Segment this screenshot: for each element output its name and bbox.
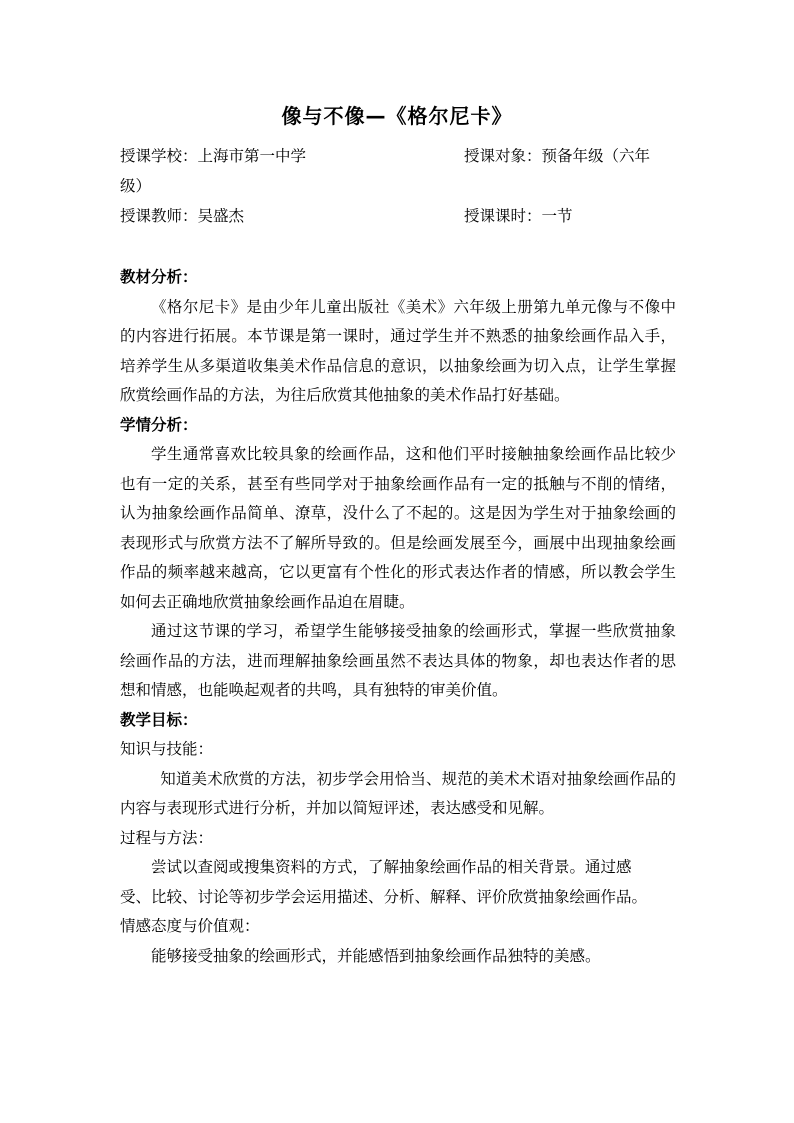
audience-info-continued: 级）	[120, 177, 152, 195]
document-title: 像与不像—《格尔尼卡》	[281, 104, 513, 128]
process-paragraph-line2: 受、比较、讨论等初步学会运用描述、分析、解释、评价欣赏抽象绘画作品。	[120, 887, 648, 906]
students-paragraph-1: 学生通常喜欢比较具象的绘画作品，这和他们平时接触抽象绘画作品比较少也有一定的关系，甚至有些同学对于抽象绘画作品有一定的抵触与不削的情绪，认为抽象绘画作品简单、潦草，没什么了不起的。这是因为学生对于抽象绘画的表现形式与欣赏方法不了解所导致的。但是绘画发展至今，画展中出现抽象绘画作品的频率越来越高，它以更富有个性化的形式表达作者的情感，所以教会学生如何去正确地欣赏抽象绘画作品迫在眉睫。	[120, 445, 676, 611]
emotion-heading: 情感态度与价值观：	[120, 917, 260, 935]
process-paragraph-line1: 尝试以查阅或搜集资料的方式，了解抽象绘画作品的相关背景。通过感	[151, 858, 632, 876]
emotion-paragraph: 能够接受抽象的绘画形式，并能感悟到抽象绘画作品独特的美感。	[151, 946, 601, 965]
material-paragraph: 《格尔尼卡》是由少年儿童出版社《美术》六年级上册第九单元像与不像中的内容进行拓展。本节课是第一课时，通过学生并不熟悉的抽象绘画作品入手，培养学生从多渠道收集美术作品信息的意识，以抽象绘画为切入点，让学生掌握欣赏绘画作品的方法，为往后欣赏其他抽象的美术作品打好基础。	[120, 297, 676, 404]
school-info: 授课学校：上海市第一中学	[120, 147, 307, 165]
goals-heading: 教学目标：	[120, 710, 198, 729]
knowledge-heading: 知识与技能：	[120, 740, 214, 758]
students-heading: 学情分析：	[120, 415, 198, 434]
audience-info: 授课对象：预备年级（六年	[464, 147, 651, 165]
document-body	[120, 263, 676, 971]
material-heading: 教材分析：	[120, 268, 198, 286]
process-heading: 过程与方法：	[120, 828, 214, 847]
duration-info: 授课课时：一节	[464, 207, 573, 225]
teacher-info: 授课教师：吴盛杰	[120, 207, 245, 225]
knowledge-paragraph: 知道美术欣赏的方法，初步学会用恰当、规范的美术术语对抽象绘画作品的内容与表现形式进行分析，并加以简短评述，表达感受和见解。	[120, 769, 676, 817]
students-paragraph-2: 通过这节课的学习，希望学生能够接受抽象的绘画形式，掌握一些欣赏抽象绘画作品的方法，进而理解抽象绘画虽然不表达具体的物象，却也表达作者的思想和情感，也能唤起观者的共鸣，具有独特的审美价值。	[120, 622, 676, 699]
